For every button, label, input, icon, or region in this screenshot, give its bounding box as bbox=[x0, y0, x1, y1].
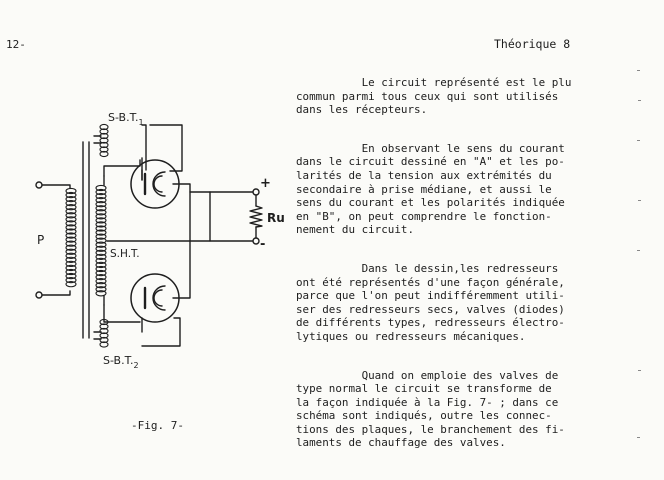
output-terminal-plus bbox=[253, 189, 259, 195]
minus-label: - bbox=[260, 237, 266, 252]
text-line: dans le circuit dessiné en "A" et les po- bbox=[296, 155, 565, 169]
paragraph-4 bbox=[296, 369, 658, 451]
text-line: type normal le circuit se transforme de bbox=[296, 382, 552, 396]
secondary-ht-winding bbox=[96, 176, 106, 305]
sbt1-label: $S-B.T._1$ bbox=[108, 111, 144, 127]
plus-label: + bbox=[260, 176, 271, 191]
paragraph-1 bbox=[296, 76, 658, 117]
body-text bbox=[296, 76, 658, 475]
text-line: Dans le dessin,les redresseurs bbox=[296, 261, 559, 275]
primary-terminal-bottom bbox=[36, 292, 42, 298]
text-line: lytiques ou redresseurs mécaniques. bbox=[296, 329, 526, 343]
paragraph-2 bbox=[296, 142, 658, 237]
primary-label: P bbox=[37, 233, 45, 247]
sbt2-label: $S-B.T._2$ bbox=[103, 354, 139, 370]
text-line: de différents types, redresseurs électro- bbox=[296, 316, 565, 330]
text-line: la façon indiquée à la Fig. 7- ; dans ce bbox=[296, 395, 559, 409]
text-line: parce que l'on peut indifféremment utili- bbox=[296, 289, 565, 303]
primary-terminal-top bbox=[36, 182, 42, 188]
text-line: laments de chauffage des valves. bbox=[296, 436, 506, 450]
sht-label: S.H.T. bbox=[110, 248, 140, 260]
rectifier-circuit-diagram bbox=[0, 0, 300, 420]
text-line: nement du circuit. bbox=[296, 223, 415, 237]
load-resistor bbox=[250, 206, 262, 227]
output-circuit bbox=[107, 189, 262, 244]
text-line: ont été représentés d'une façon générale, bbox=[296, 275, 565, 289]
text-line: tions des plaques, le branchement des fi- bbox=[296, 422, 565, 436]
load-label: Ru bbox=[267, 211, 285, 225]
text-line: larités de la tension aux extrémités du bbox=[296, 168, 552, 182]
text-line: en "B", on peut comprendre le fonction- bbox=[296, 209, 552, 223]
output-terminal-minus bbox=[253, 238, 259, 244]
tube-1 bbox=[104, 125, 253, 208]
text-line: dans les récepteurs. bbox=[296, 103, 428, 117]
primary-coil bbox=[66, 188, 76, 286]
text-line: secondaire à prise médiane, et aussi le bbox=[296, 182, 552, 196]
transformer-core bbox=[83, 142, 89, 338]
filament-winding-1 bbox=[94, 124, 146, 180]
text-line: schéma sont indiqués, outre les connec- bbox=[296, 409, 552, 423]
text-line: Le circuit représenté est le plu bbox=[296, 76, 572, 89]
paragraph-3 bbox=[296, 262, 658, 344]
secondary-coil bbox=[96, 185, 106, 296]
running-title: Théorique 8 bbox=[494, 37, 571, 51]
text-line: sens du courant et les polarités indiquée bbox=[296, 196, 565, 210]
text-line: ser des redresseurs secs, valves (diodes) bbox=[296, 302, 565, 316]
text-line: Quand on emploie des valves de bbox=[296, 368, 559, 382]
page-number: 12- bbox=[6, 38, 26, 51]
text-line: En observant le sens du courant bbox=[296, 141, 565, 155]
figure-caption: -Fig. 7- bbox=[131, 419, 184, 432]
text-line: commun parmi tous ceux qui sont utilisés bbox=[296, 89, 559, 103]
